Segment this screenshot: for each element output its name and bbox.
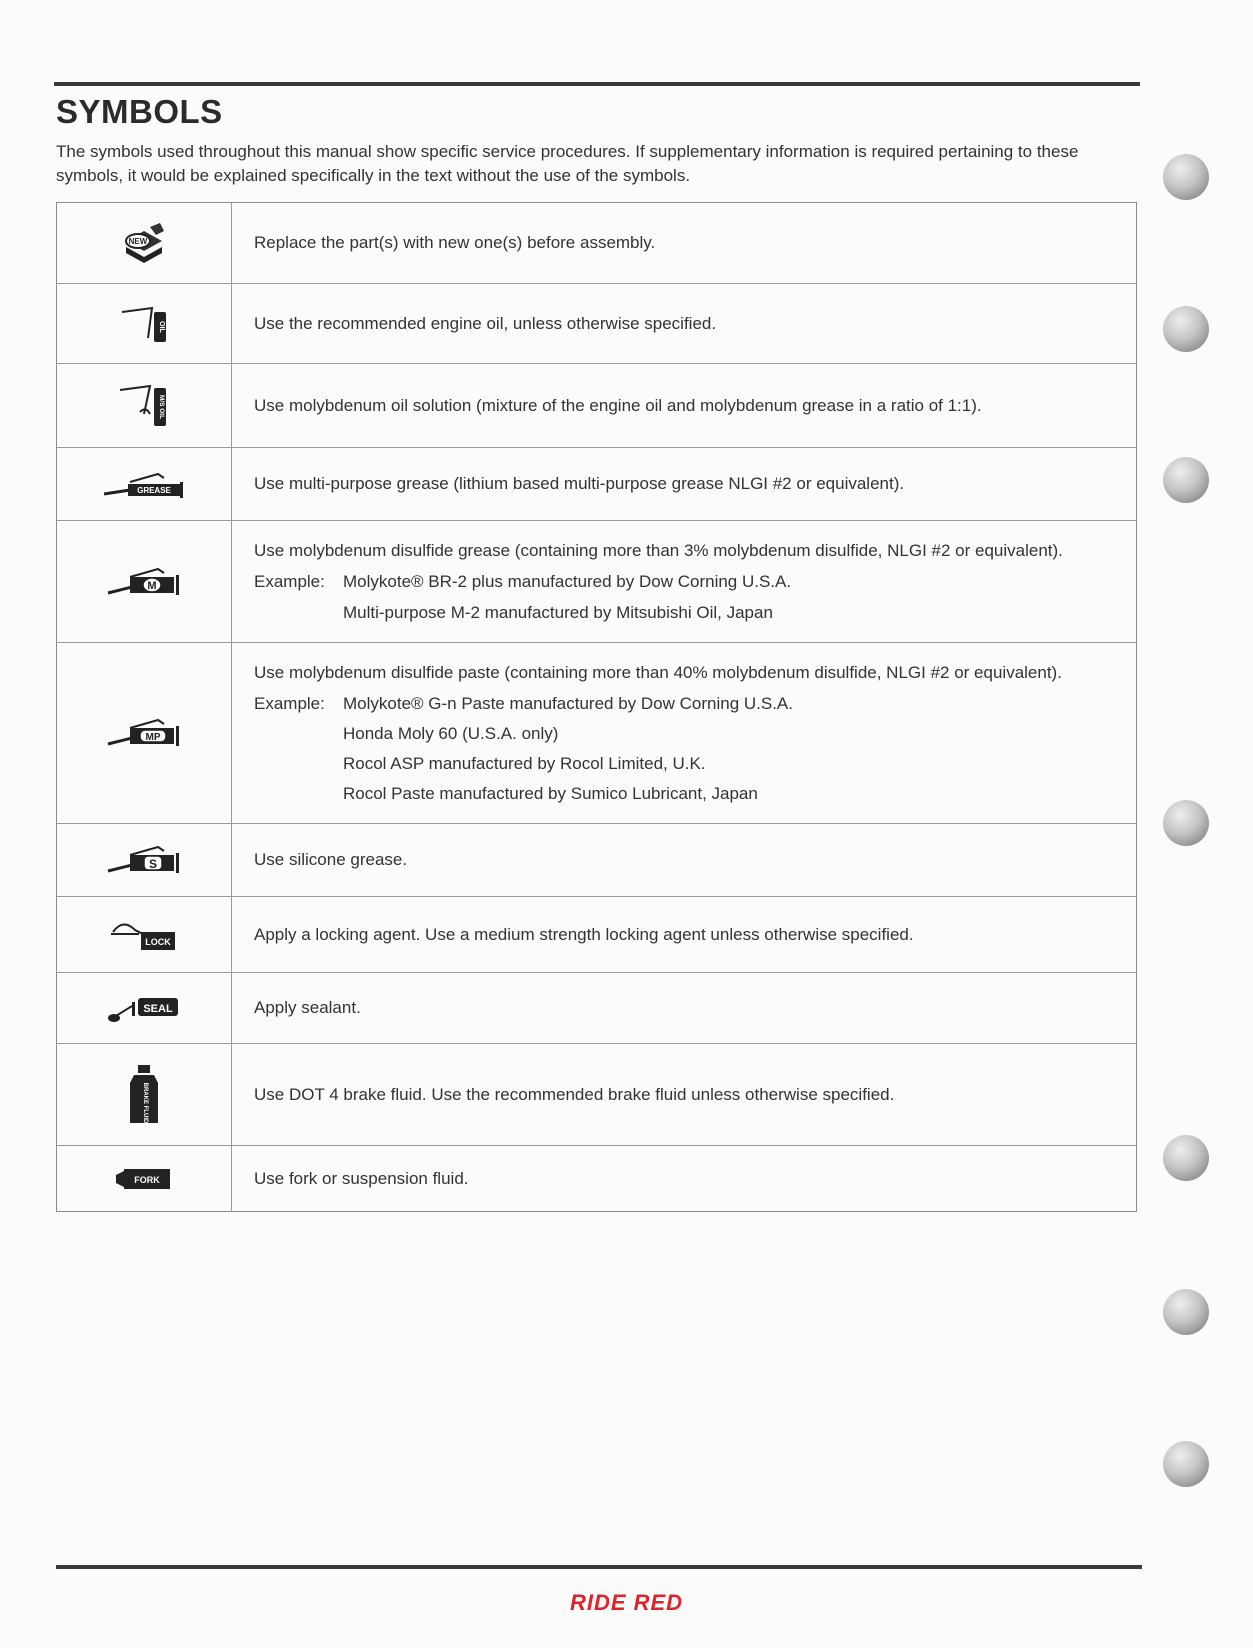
icon-label: SEAL [143, 1003, 173, 1015]
icon-cell [57, 203, 232, 283]
icon-label: NEW [128, 237, 148, 246]
description-cell [232, 521, 1136, 642]
example-item: Rocol ASP manufactured by Rocol Limited, U.K. [343, 753, 706, 773]
engine-oil-icon [118, 304, 170, 344]
icon-label: S [148, 857, 158, 871]
description: Replace the part(s) with new one(s) before assembly. [254, 233, 656, 252]
icon-cell [57, 897, 232, 972]
description-cell [232, 364, 1136, 447]
table-row [57, 203, 1136, 283]
binder-hole [1163, 1441, 1209, 1487]
example-item: Rocol Paste manufactured by Sumico Lubricant, Japan [343, 783, 758, 803]
description: Use the recommended engine oil, unless otherwise specified. [254, 313, 717, 333]
table-row [57, 447, 1136, 520]
table-row [57, 283, 1136, 363]
description-cell [232, 203, 1136, 283]
description-cell [232, 284, 1136, 363]
icon-cell [57, 973, 232, 1043]
icon-cell [57, 1146, 232, 1211]
sealant-icon [106, 992, 182, 1024]
description: Apply a locking agent. Use a medium strength locking agent unless otherwise specified. [254, 924, 914, 944]
table-row [57, 896, 1136, 972]
bottom-rule [56, 1565, 1142, 1569]
new-part-icon [120, 223, 168, 263]
symbols-table [56, 202, 1137, 1212]
icon-cell [57, 824, 232, 896]
example-label: Example: [254, 693, 325, 713]
fork-fluid-icon [114, 1165, 174, 1193]
binder-hole [1163, 1135, 1209, 1181]
description-cell [232, 1146, 1136, 1211]
example-item: Multi-purpose M-2 manufactured by Mitsubishi Oil, Japan [343, 602, 773, 622]
example-block [254, 693, 1114, 805]
icon-cell [57, 448, 232, 520]
description: Use molybdenum disulfide paste (containing more than 40% molybdenum disulfide, NLGI #2 or equivalent). [254, 662, 1062, 682]
description: Use DOT 4 brake fluid. Use the recommended brake fluid unless otherwise specified. [254, 1084, 895, 1104]
table-row [57, 972, 1136, 1043]
example-item: Molykote® G-n Paste manufactured by Dow Corning U.S.A. [343, 693, 793, 713]
description-cell [232, 897, 1136, 972]
icon-cell [57, 284, 232, 363]
table-row [57, 642, 1136, 823]
table-row [57, 1043, 1136, 1145]
description: Use multi-purpose grease (lithium based multi-purpose grease NLGI #2 or equivalent). [254, 474, 905, 493]
table-row [57, 363, 1136, 447]
locking-agent-icon [109, 918, 179, 952]
icon-label: FORK [134, 1174, 160, 1185]
icon-label: MP [145, 732, 161, 743]
description: Apply sealant. [254, 998, 361, 1017]
description-cell [232, 1044, 1136, 1145]
icon-cell [57, 521, 232, 642]
icon-cell [57, 1044, 232, 1145]
icon-label: M/S OIL [158, 394, 165, 419]
description: Use fork or suspension fluid. [254, 1168, 469, 1188]
example-label: Example: [254, 571, 325, 591]
description: Use molybdenum oil solution (mixture of the engine oil and molybdenum grease in a ratio of 1:1). [254, 395, 982, 415]
binder-hole [1163, 457, 1209, 503]
footer-brand: RIDE RED [569, 1590, 684, 1615]
icon-cell [57, 364, 232, 447]
icon-label: OIL [158, 320, 165, 333]
grease-icon [102, 468, 186, 500]
brake-fluid-icon [126, 1065, 162, 1125]
table-row [57, 1145, 1136, 1211]
moly-paste-icon [106, 716, 182, 750]
binder-hole [1163, 1289, 1209, 1335]
icon-label: GREASE [137, 486, 171, 495]
description-cell [232, 973, 1136, 1043]
page-title: SYMBOLS [56, 93, 223, 130]
icon-label: LOCK [145, 936, 171, 947]
table-row [57, 520, 1136, 642]
description-cell [232, 448, 1136, 520]
icon-label: M [147, 579, 157, 592]
moly-grease-icon [106, 565, 182, 599]
example-item: Honda Moly 60 (U.S.A. only) [343, 723, 559, 743]
silicone-grease-icon [106, 843, 182, 877]
intro-paragraph: The symbols used throughout this manual show specific service procedures. If supplementary information is required pertaining to these symbols, it would be explained specifically in the text without the use of the symbols. [56, 142, 1079, 185]
description-cell [232, 824, 1136, 896]
binder-hole [1163, 154, 1209, 200]
description: Use silicone grease. [254, 850, 408, 869]
top-rule [54, 82, 1140, 86]
icon-cell [57, 643, 232, 823]
example-item: Molykote® BR-2 plus manufactured by Dow Corning U.S.A. [343, 571, 792, 591]
description: Use molybdenum disulfide grease (containing more than 3% molybdenum disulfide, NLGI #2 or equivalent). [254, 540, 1063, 560]
binder-hole [1163, 306, 1209, 352]
icon-label: BRAKE FLUID [142, 1082, 148, 1123]
binder-hole [1163, 800, 1209, 846]
moly-oil-icon [116, 384, 172, 428]
description-cell [232, 643, 1136, 823]
table-row [57, 823, 1136, 896]
example-block [254, 571, 1114, 624]
